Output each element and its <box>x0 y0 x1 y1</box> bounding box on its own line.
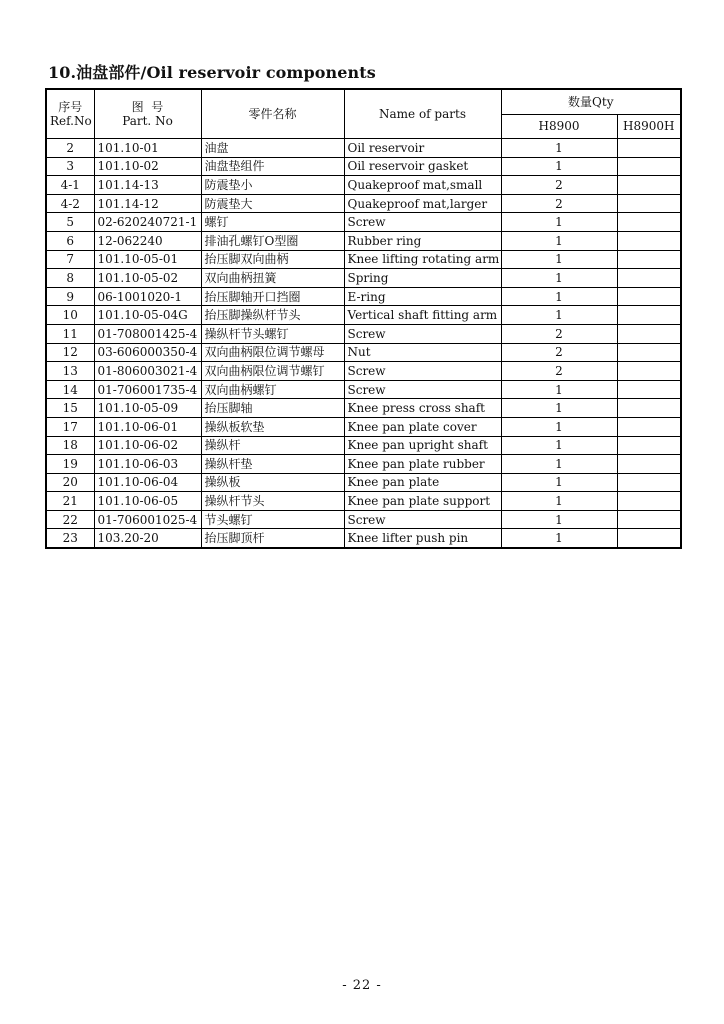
part-name-en-cell: Knee pan upright shaft <box>344 436 501 455</box>
qty-h8900-cell: 1 <box>501 399 617 418</box>
ref-no-cell: 4-1 <box>46 176 94 195</box>
table-row <box>46 399 681 418</box>
part-no-cell: 101.10-05-04G <box>94 306 201 325</box>
part-no-cell: 101.14-12 <box>94 194 201 213</box>
qty-h8900h-cell <box>617 417 681 436</box>
table-row <box>46 455 681 474</box>
qty-h8900h-cell <box>617 176 681 195</box>
ref-no-cell: 13 <box>46 362 94 381</box>
qty-h8900-cell: 1 <box>501 306 617 325</box>
part-name-cn-cell: 双向曲柄限位调节螺钉 <box>201 362 344 381</box>
table-row <box>46 269 681 288</box>
header-ref-cn: 序号 <box>58 100 83 114</box>
qty-h8900-cell: 2 <box>501 362 617 381</box>
part-name-cn-cell: 抬压脚轴 <box>201 399 344 418</box>
part-no-cell: 01-806003021-4 <box>94 362 201 381</box>
qty-h8900h-cell <box>617 213 681 232</box>
ref-no-cell: 20 <box>46 473 94 492</box>
part-name-en-cell: Knee pan plate cover <box>344 417 501 436</box>
qty-h8900-cell: 1 <box>501 380 617 399</box>
qty-h8900-cell: 1 <box>501 492 617 511</box>
header-part-cn: 图 号 <box>131 100 164 114</box>
part-name-en-cell: Knee pan plate rubber <box>344 455 501 474</box>
part-no-cell: 02-620240721-1 <box>94 213 201 232</box>
part-name-cn-cell: 排油孔螺钉O型圈 <box>201 231 344 250</box>
part-name-en-cell: Nut <box>344 343 501 362</box>
ref-no-cell: 23 <box>46 529 94 548</box>
part-name-cn-cell: 双向曲柄限位调节螺母 <box>201 343 344 362</box>
table-row <box>46 417 681 436</box>
part-name-en-cell: E-ring <box>344 287 501 306</box>
header-ref-en: Ref.No <box>50 114 92 128</box>
header-name-cn: 零件名称 <box>201 89 344 139</box>
part-no-cell: 101.10-06-03 <box>94 455 201 474</box>
part-no-cell: 101.14-13 <box>94 176 201 195</box>
table-row <box>46 194 681 213</box>
qty-h8900-cell: 1 <box>501 473 617 492</box>
header-part-en: Part. No <box>122 114 173 128</box>
part-name-en-cell: Screw <box>344 324 501 343</box>
part-no-cell: 101.10-06-04 <box>94 473 201 492</box>
part-name-en-cell: Oil reservoir gasket <box>344 157 501 176</box>
part-name-cn-cell: 油盘 <box>201 139 344 158</box>
part-no-cell: 01-706001025-4 <box>94 510 201 529</box>
table-row <box>46 473 681 492</box>
part-name-en-cell: Screw <box>344 380 501 399</box>
table-row <box>46 157 681 176</box>
part-no-cell: 101.10-01 <box>94 139 201 158</box>
part-name-en-cell: Knee lifter push pin <box>344 529 501 548</box>
ref-no-cell: 3 <box>46 157 94 176</box>
qty-h8900h-cell <box>617 269 681 288</box>
part-no-cell: 12-062240 <box>94 231 201 250</box>
part-name-cn-cell: 油盘垫组件 <box>201 157 344 176</box>
qty-h8900-cell: 1 <box>501 510 617 529</box>
header-qty-h8900: H8900 <box>501 114 617 138</box>
ref-no-cell: 14 <box>46 380 94 399</box>
qty-h8900h-cell <box>617 362 681 381</box>
part-name-en-cell: Rubber ring <box>344 231 501 250</box>
table-row <box>46 343 681 362</box>
part-name-en-cell: Knee pan plate <box>344 473 501 492</box>
header-name-en: Name of parts <box>344 89 501 139</box>
page-number: - 22 - <box>342 978 382 993</box>
part-no-cell: 03-606000350-4 <box>94 343 201 362</box>
part-name-en-cell: Knee lifting rotating arm <box>344 250 501 269</box>
qty-h8900-cell: 2 <box>501 343 617 362</box>
qty-h8900-cell: 1 <box>501 417 617 436</box>
part-name-en-cell: Knee pan plate support <box>344 492 501 511</box>
part-name-cn-cell: 防震垫大 <box>201 194 344 213</box>
qty-h8900-cell: 1 <box>501 157 617 176</box>
part-name-cn-cell: 操纵板 <box>201 473 344 492</box>
part-name-en-cell: Oil reservoir <box>344 139 501 158</box>
table-row <box>46 510 681 529</box>
qty-h8900-cell: 1 <box>501 269 617 288</box>
part-name-cn-cell: 抬压脚双向曲柄 <box>201 250 344 269</box>
qty-h8900h-cell <box>617 399 681 418</box>
qty-h8900h-cell <box>617 287 681 306</box>
part-name-cn-cell: 抬压脚操纵杆节头 <box>201 306 344 325</box>
part-name-cn-cell: 双向曲柄扭簧 <box>201 269 344 288</box>
part-no-cell: 101.10-06-02 <box>94 436 201 455</box>
part-name-en-cell: Screw <box>344 362 501 381</box>
header-part <box>94 89 201 139</box>
part-no-cell: 01-708001425-4 <box>94 324 201 343</box>
qty-h8900h-cell <box>617 473 681 492</box>
table-row <box>46 529 681 548</box>
qty-h8900h-cell <box>617 139 681 158</box>
table-row <box>46 492 681 511</box>
part-name-cn-cell: 抬压脚轴开口挡圈 <box>201 287 344 306</box>
header-qty-h8900h: H8900H <box>617 114 681 138</box>
part-no-cell: 101.10-06-01 <box>94 417 201 436</box>
table-row <box>46 213 681 232</box>
table-row <box>46 324 681 343</box>
qty-h8900h-cell <box>617 324 681 343</box>
table-row <box>46 176 681 195</box>
ref-no-cell: 19 <box>46 455 94 474</box>
qty-h8900-cell: 1 <box>501 213 617 232</box>
part-name-cn-cell: 防震垫小 <box>201 176 344 195</box>
table-row <box>46 362 681 381</box>
qty-h8900-cell: 2 <box>501 324 617 343</box>
qty-h8900h-cell <box>617 510 681 529</box>
qty-h8900h-cell <box>617 250 681 269</box>
ref-no-cell: 11 <box>46 324 94 343</box>
ref-no-cell: 18 <box>46 436 94 455</box>
qty-h8900h-cell <box>617 529 681 548</box>
part-no-cell: 101.10-05-09 <box>94 399 201 418</box>
header-ref <box>46 89 94 139</box>
qty-h8900h-cell <box>617 436 681 455</box>
ref-no-cell: 7 <box>46 250 94 269</box>
qty-h8900-cell: 1 <box>501 455 617 474</box>
section-title: 10.油盘部件/Oil reservoir components <box>48 63 376 82</box>
part-name-cn-cell: 螺钉 <box>201 213 344 232</box>
part-name-en-cell: Quakeproof mat,larger <box>344 194 501 213</box>
part-name-cn-cell: 操纵杆 <box>201 436 344 455</box>
part-name-cn-cell: 操纵杆节头螺钉 <box>201 324 344 343</box>
ref-no-cell: 22 <box>46 510 94 529</box>
part-no-cell: 01-706001735-4 <box>94 380 201 399</box>
ref-no-cell: 10 <box>46 306 94 325</box>
header-qty: 数量Qty <box>501 89 681 114</box>
qty-h8900h-cell <box>617 343 681 362</box>
qty-h8900h-cell <box>617 492 681 511</box>
qty-h8900-cell: 1 <box>501 287 617 306</box>
qty-h8900-cell: 1 <box>501 529 617 548</box>
qty-h8900-cell: 1 <box>501 231 617 250</box>
part-name-cn-cell: 操纵杆垫 <box>201 455 344 474</box>
table-row <box>46 250 681 269</box>
part-name-en-cell: Vertical shaft fitting arm <box>344 306 501 325</box>
ref-no-cell: 15 <box>46 399 94 418</box>
part-name-cn-cell: 抬压脚顶杆 <box>201 529 344 548</box>
ref-no-cell: 6 <box>46 231 94 250</box>
ref-no-cell: 21 <box>46 492 94 511</box>
table-row <box>46 231 681 250</box>
part-no-cell: 101.10-06-05 <box>94 492 201 511</box>
qty-h8900-cell: 1 <box>501 139 617 158</box>
qty-h8900h-cell <box>617 157 681 176</box>
ref-no-cell: 2 <box>46 139 94 158</box>
part-name-en-cell: Screw <box>344 213 501 232</box>
qty-h8900h-cell <box>617 231 681 250</box>
part-name-en-cell: Screw <box>344 510 501 529</box>
table-row <box>46 306 681 325</box>
part-no-cell: 103.20-20 <box>94 529 201 548</box>
qty-h8900h-cell <box>617 380 681 399</box>
ref-no-cell: 9 <box>46 287 94 306</box>
part-name-en-cell: Quakeproof mat,small <box>344 176 501 195</box>
ref-no-cell: 5 <box>46 213 94 232</box>
qty-h8900-cell: 2 <box>501 194 617 213</box>
qty-h8900h-cell <box>617 194 681 213</box>
table-row <box>46 380 681 399</box>
part-name-cn-cell: 操纵板软垫 <box>201 417 344 436</box>
part-name-cn-cell: 双向曲柄螺钉 <box>201 380 344 399</box>
part-no-cell: 101.10-05-01 <box>94 250 201 269</box>
table-row <box>46 287 681 306</box>
part-name-en-cell: Spring <box>344 269 501 288</box>
part-name-cn-cell: 节头螺钉 <box>201 510 344 529</box>
ref-no-cell: 17 <box>46 417 94 436</box>
part-no-cell: 101.10-02 <box>94 157 201 176</box>
ref-no-cell: 8 <box>46 269 94 288</box>
qty-h8900-cell: 2 <box>501 176 617 195</box>
qty-h8900h-cell <box>617 455 681 474</box>
qty-h8900-cell: 1 <box>501 250 617 269</box>
qty-h8900h-cell <box>617 306 681 325</box>
table-row <box>46 139 681 158</box>
qty-h8900-cell: 1 <box>501 436 617 455</box>
part-name-cn-cell: 操纵杆节头 <box>201 492 344 511</box>
part-no-cell: 06-1001020-1 <box>94 287 201 306</box>
ref-no-cell: 4-2 <box>46 194 94 213</box>
part-name-en-cell: Knee press cross shaft <box>344 399 501 418</box>
part-no-cell: 101.10-05-02 <box>94 269 201 288</box>
table-row <box>46 436 681 455</box>
parts-table-body <box>46 139 681 549</box>
ref-no-cell: 12 <box>46 343 94 362</box>
parts-table <box>45 88 682 549</box>
